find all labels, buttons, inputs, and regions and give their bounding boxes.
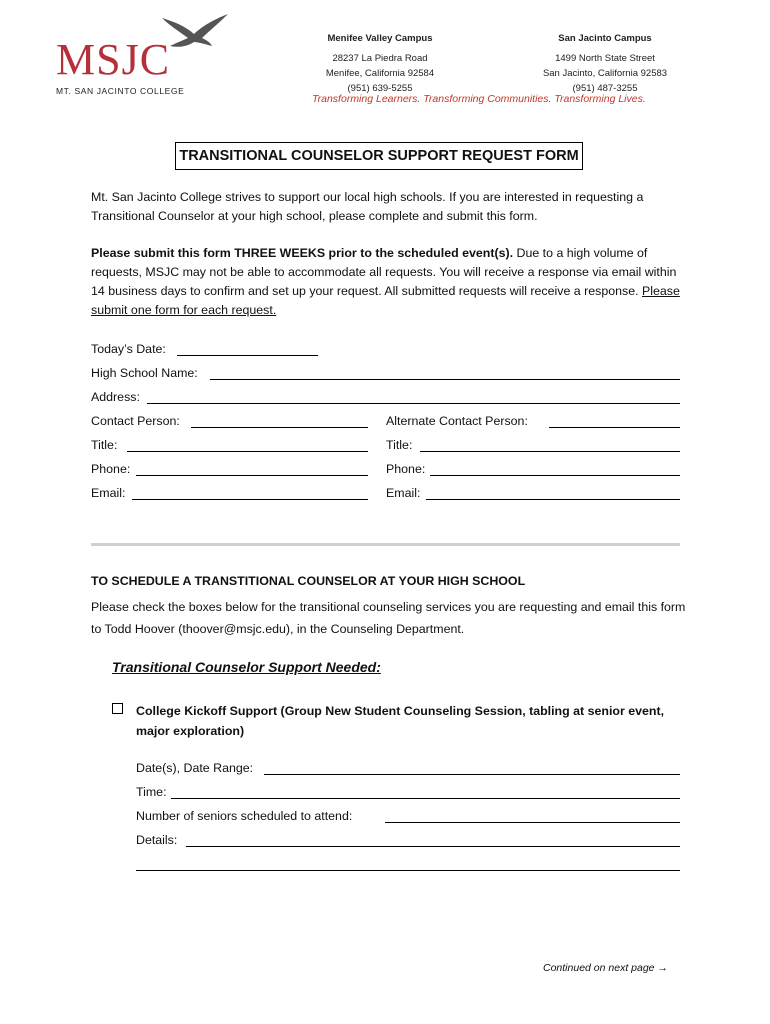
notice-text: Due to a high volume of requests, MSJC may not be able to accommodate all requests. You will receive a response via email within 14 business days to confirm and set up your request. All submitted requests will receive a response. <box>91 246 677 298</box>
todays-date-label: Today’s Date: <box>91 342 166 356</box>
schedule-text: Please check the boxes below for the transitional counseling services you are requesting and email this form to Todd Hoover (thoover@msjc.edu), in the Counseling Department. <box>91 600 686 636</box>
title-field[interactable] <box>127 437 368 452</box>
college-kickoff-checkbox[interactable] <box>112 703 123 714</box>
alt-title-field[interactable] <box>420 437 680 452</box>
title-label: Title: <box>91 438 118 452</box>
alt-phone-field[interactable] <box>430 461 680 476</box>
details-label: Details: <box>136 833 178 847</box>
alt-email-field[interactable] <box>426 485 680 500</box>
support-heading: Transitional Counselor Support Needed: <box>112 659 381 675</box>
alt-contact-field[interactable] <box>549 413 680 428</box>
notice-paragraph <box>91 244 691 320</box>
alt-contact-label: Alternate Contact Person: <box>386 414 528 428</box>
college-kickoff-label: College Kickoff Support (Group New Student Counseling Session, tabling at senior event, major exploration) <box>136 704 665 738</box>
alt-email-label: Email: <box>386 486 421 500</box>
divider <box>91 543 680 546</box>
notice-underlined: Please submit one form for each request. <box>91 284 680 317</box>
contact-field[interactable] <box>191 413 368 428</box>
eagle-icon <box>160 12 230 52</box>
campus-name: Menifee Valley Campus <box>327 33 433 44</box>
logo-wordmark: MSJC <box>56 35 171 84</box>
logo-subtitle: MT. SAN JACINTO COLLEGE <box>56 86 185 96</box>
time-label: Time: <box>136 785 167 799</box>
campus-address: 1499 North State Street <box>555 53 655 64</box>
time-field[interactable] <box>171 784 680 799</box>
email-label: Email: <box>91 486 126 500</box>
campus-city: Menifee, California 92584 <box>325 68 435 79</box>
email-field[interactable] <box>132 485 368 500</box>
campus-phone: (951) 639-5255 <box>347 83 413 94</box>
campus-menifee <box>315 31 445 96</box>
address-field[interactable] <box>147 389 680 404</box>
alt-title-label: Title: <box>386 438 413 452</box>
campus-address: 28237 La Piedra Road <box>332 53 428 64</box>
seniors-label: Number of seniors scheduled to attend: <box>136 809 353 823</box>
continued-note: Continued on next page → <box>543 962 668 974</box>
notice-bold: Please submit this form THREE WEEKS prior to the scheduled event(s). <box>91 246 514 260</box>
phone-label: Phone: <box>91 462 131 476</box>
details-field[interactable] <box>186 832 680 847</box>
high-school-label: High School Name: <box>91 366 198 380</box>
phone-field[interactable] <box>136 461 368 476</box>
address-label: Address: <box>91 390 140 404</box>
intro-paragraph: Mt. San Jacinto College strives to support our local high schools. If you are interested in requesting a Transitional Counselor at your high school, please complete and submit this form. <box>91 190 644 223</box>
campus-name: San Jacinto Campus <box>558 33 652 44</box>
form-title: TRANSITIONAL COUNSELOR SUPPORT REQUEST FORM <box>175 142 583 170</box>
tagline: Transforming Learners. Transforming Communities. Transforming Lives. <box>312 93 646 105</box>
campus-phone: (951) 487-3255 <box>572 83 638 94</box>
seniors-field[interactable] <box>385 808 680 823</box>
campus-city: San Jacinto, California 92583 <box>542 68 668 79</box>
todays-date-field[interactable] <box>177 341 318 356</box>
details-field-line-2[interactable] <box>136 856 680 871</box>
high-school-field[interactable] <box>210 365 680 380</box>
schedule-heading: TO SCHEDULE A TRANSTITIONAL COUNSELOR AT YOUR HIGH SCHOOL <box>91 574 526 588</box>
dates-field[interactable] <box>264 760 680 775</box>
dates-label: Date(s), Date Range: <box>136 761 254 775</box>
campus-san-jacinto <box>530 31 680 96</box>
contact-label: Contact Person: <box>91 414 180 428</box>
alt-phone-label: Phone: <box>386 462 426 476</box>
